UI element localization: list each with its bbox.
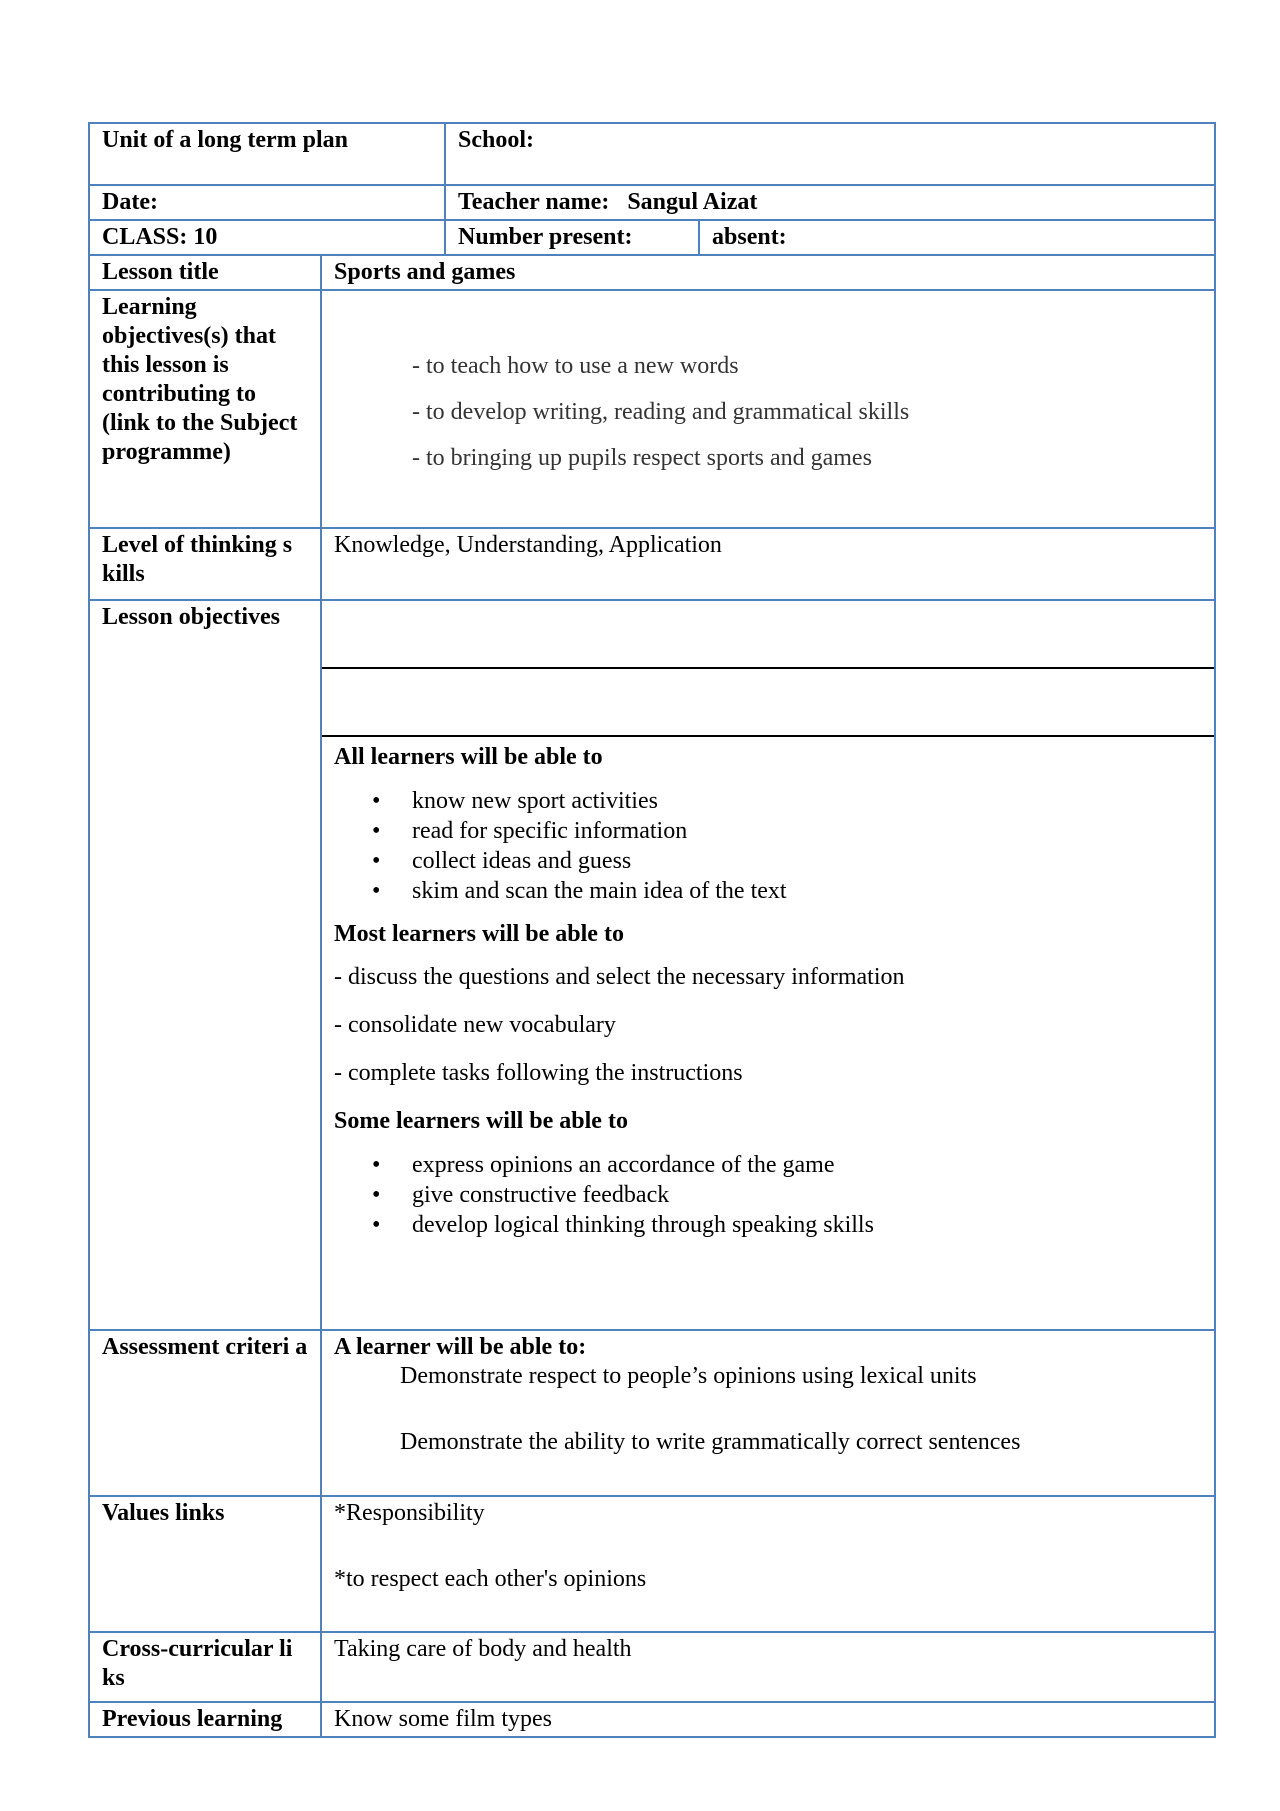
list-item: • read for specific information (412, 816, 1202, 846)
empty-subcell (322, 669, 1214, 737)
some-learners-heading: Some learners will be able to (334, 1108, 628, 1134)
values-item: *to respect each other's opinions (334, 1566, 647, 1592)
lesson-plan-page (88, 122, 1214, 1738)
assessment-heading: A learner will be able to: (334, 1334, 587, 1360)
date-row (89, 185, 1215, 220)
learning-objective-item: - to teach how to use a new words (412, 353, 739, 379)
absent-label: absent: (699, 220, 1215, 255)
assessment-row (89, 1330, 1215, 1496)
lesson-objectives-content (321, 600, 1215, 1330)
class-row (89, 220, 1215, 255)
cross-curricular-label: Cross-curricular li ks (89, 1632, 321, 1702)
thinking-skills-value: Knowledge, Understanding, Application (321, 528, 1215, 600)
most-learners-heading: Most learners will be able to (334, 921, 624, 947)
teacher-cell (445, 185, 1215, 220)
previous-learning-value: Know some film types (321, 1702, 1215, 1737)
assessment-content (321, 1330, 1215, 1496)
all-learners-list (334, 786, 1202, 906)
lesson-title-label: Lesson title (89, 255, 321, 290)
learning-objective-item: - to bringing up pupils respect sports and games (412, 445, 872, 471)
list-item: • know new sport activities (412, 786, 1202, 816)
lesson-objectives-label: Lesson objectives (89, 600, 321, 1330)
some-learners-list (334, 1150, 1202, 1240)
previous-learning-label: Previous learning (89, 1702, 321, 1737)
class-label: CLASS: 10 (89, 220, 445, 255)
learning-objectives-row (89, 290, 1215, 528)
assessment-label: Assessment criteri a (89, 1330, 321, 1496)
empty-subcell (322, 601, 1214, 669)
list-item: • develop logical thinking through speaking skills (412, 1210, 1202, 1240)
list-item: • give constructive feedback (412, 1180, 1202, 1210)
lesson-objectives-row (89, 600, 1215, 1330)
learning-objectives-content (321, 290, 1215, 528)
values-row (89, 1496, 1215, 1632)
list-item: - complete tasks following the instructions (334, 1060, 743, 1086)
list-item: • express opinions an accordance of the game (412, 1150, 1202, 1180)
teacher-name: Sangul Aizat (627, 189, 758, 215)
values-content (321, 1496, 1215, 1632)
assessment-item: Demonstrate respect to people’s opinions using lexical units (400, 1363, 977, 1389)
thinking-skills-label: Level of thinking s kills (89, 528, 321, 600)
list-item: • skim and scan the main idea of the text (412, 876, 1202, 906)
teacher-label: Teacher name: (458, 189, 610, 215)
thinking-skills-row (89, 528, 1215, 600)
values-item: *Responsibility (334, 1500, 485, 1526)
cross-curricular-value: Taking care of body and health (321, 1632, 1215, 1702)
lesson-title-row (89, 255, 1215, 290)
list-item: - discuss the questions and select the necessary information (334, 964, 905, 990)
assessment-item: Demonstrate the ability to write grammatically correct sentences (400, 1429, 1021, 1455)
lesson-title-value: Sports and games (321, 255, 1215, 290)
learning-objectives-label: Learning objectives(s) that this lesson is contributing to (link to the Subject programme) (89, 290, 321, 528)
all-learners-heading: All learners will be able to (334, 744, 603, 770)
values-label: Values links (89, 1496, 321, 1632)
unit-row (89, 123, 1215, 185)
number-present-label: Number present: (445, 220, 699, 255)
list-item: • collect ideas and guess (412, 846, 1202, 876)
learning-objectives-list (334, 293, 1202, 473)
school-label: School: (445, 123, 1215, 185)
learning-objective-item: - to develop writing, reading and grammatical skills (412, 399, 910, 425)
unit-label: Unit of a long term plan (89, 123, 445, 185)
cross-curricular-row (89, 1632, 1215, 1702)
lesson-plan-table (88, 122, 1216, 1738)
previous-learning-row (89, 1702, 1215, 1737)
list-item: - consolidate new vocabulary (334, 1012, 616, 1038)
date-label: Date: (89, 185, 445, 220)
